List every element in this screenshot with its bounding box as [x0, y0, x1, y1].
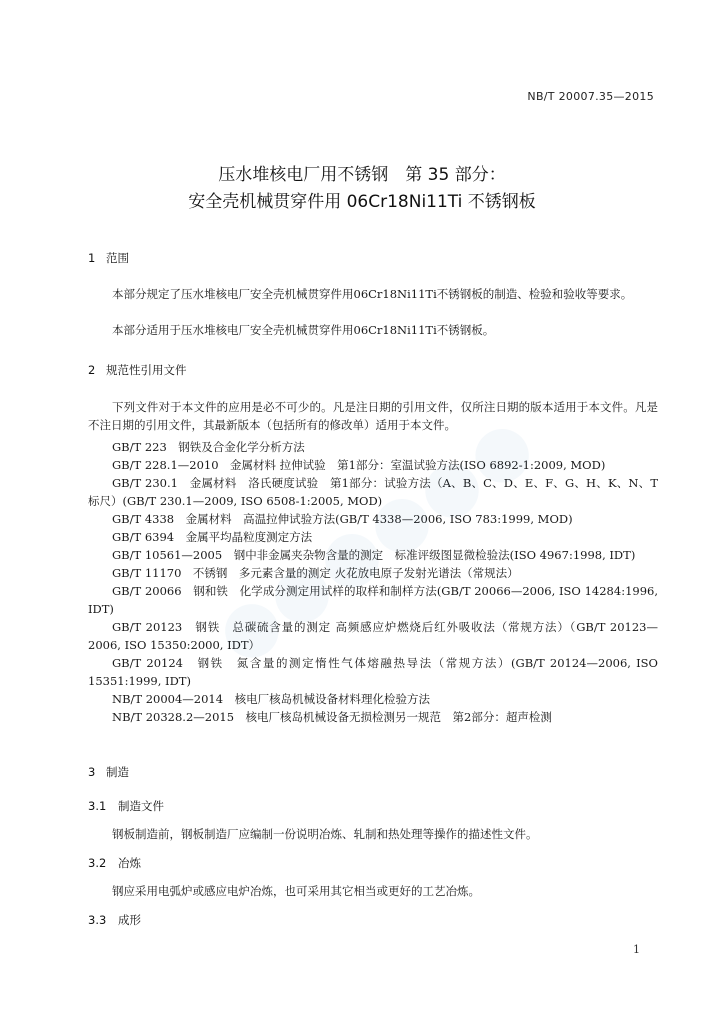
- section-1-para-1: 本部分规定了压水堆核电厂安全壳机械贯穿件用06Cr18Ni11Ti不锈钢板的制造、检验和验收等要求。: [112, 287, 633, 301]
- reference-item: NB/T 20004—2014 核电厂核岛机械设备材料理化检验方法: [112, 692, 431, 706]
- reference-item: GB/T 20066 钢和铁 化学成分测定用试样的取样和制样方法(GB/T 20066—2006, ISO 14284:1996, IDT): [88, 584, 658, 616]
- reference-item: GB/T 11170 不锈钢 多元素含量的测定 火花放电原子发射光谱法（常规法）: [112, 566, 519, 580]
- section-3-2-heading: [88, 855, 141, 871]
- section-3-2-number: 3.2: [88, 856, 107, 870]
- reference-item: GB/T 228.1—2010 金属材料 拉伸试验 第1部分：室温试验方法(ISO 6892-1:2009, MOD): [112, 458, 606, 472]
- section-3-3-number: 3.3: [88, 913, 107, 927]
- page-number: 1: [633, 943, 640, 956]
- section-1-heading: [88, 250, 129, 266]
- reference-item: GB/T 10561—2005 钢中非金属夹杂物含量的测定 标准评级图显微检验法(ISO 4967:1998, IDT): [112, 548, 636, 562]
- reference-item: GB/T 230.1 金属材料 洛氏硬度试验 第1部分：试验方法（A、B、C、D、E、F、G、H、K、N、T标尺）(GB/T 230.1—2009, ISO 6508-1:2005, MOD): [88, 476, 658, 508]
- document-title-line1: 压水堆核电厂用不锈钢 第 35 部分：: [218, 165, 506, 185]
- standard-code: NB/T 20007.35—2015: [527, 90, 654, 103]
- section-3-3-title: 成形: [118, 913, 141, 927]
- section-3-1-text: 钢板制造前，钢板制造厂应编制一份说明冶炼、轧制和热处理等操作的描述性文件。: [112, 827, 538, 841]
- document-title-line2: 安全壳机械贯穿件用 06Cr18Ni11Ti 不锈钢板: [188, 192, 536, 212]
- reference-item: GB/T 20123 钢铁 总碳硫含量的测定 高频感应炉燃烧后红外吸收法（常规方法）（GB/T 20123—2006, ISO 15350:2000, IDT）: [88, 620, 658, 652]
- section-3-3-heading: [88, 912, 141, 928]
- reference-list: [88, 438, 658, 726]
- section-1-title: 范围: [106, 251, 129, 265]
- section-3-1-number: 3.1: [88, 799, 107, 813]
- section-2-number: 2: [88, 363, 96, 377]
- section-3-2-title: 冶炼: [118, 856, 141, 870]
- section-3-1-title: 制造文件: [118, 799, 164, 813]
- reference-item: GB/T 20124 钢铁 氮含量的测定惰性气体熔融热导法（常规方法）(GB/T 20124—2006, ISO 15351:1999, IDT): [88, 656, 658, 688]
- section-3-heading: [88, 764, 129, 780]
- section-3-1-heading: [88, 798, 164, 814]
- section-3-number: 3: [88, 765, 96, 779]
- section-2-intro: 下列文件对于本文件的应用是必不可少的。凡是注日期的引用文件，仅所注日期的版本适用于本文件。凡是不注日期的引用文件，其最新版本（包括所有的修改单）适用于本文件。: [88, 400, 658, 432]
- section-2-title: 规范性引用文件: [106, 363, 187, 377]
- section-2-heading: [88, 362, 187, 378]
- section-3-2-text: 钢应采用电弧炉或感应电炉冶炼，也可采用其它相当或更好的工艺冶炼。: [112, 884, 480, 898]
- section-1-number: 1: [88, 251, 96, 265]
- reference-item: GB/T 6394 金属平均晶粒度测定方法: [112, 530, 313, 544]
- reference-item: NB/T 20328.2—2015 核电厂核岛机械设备无损检测另一规范 第2部分：超声检测: [112, 710, 552, 724]
- reference-item: GB/T 4338 金属材料 高温拉伸试验方法(GB/T 4338—2006, ISO 783:1999, MOD): [112, 512, 573, 526]
- section-3-title: 制造: [106, 765, 129, 779]
- reference-item: GB/T 223 钢铁及合金化学分析方法: [112, 440, 305, 454]
- section-1-para-2: 本部分适用于压水堆核电厂安全壳机械贯穿件用06Cr18Ni11Ti不锈钢板。: [112, 323, 495, 337]
